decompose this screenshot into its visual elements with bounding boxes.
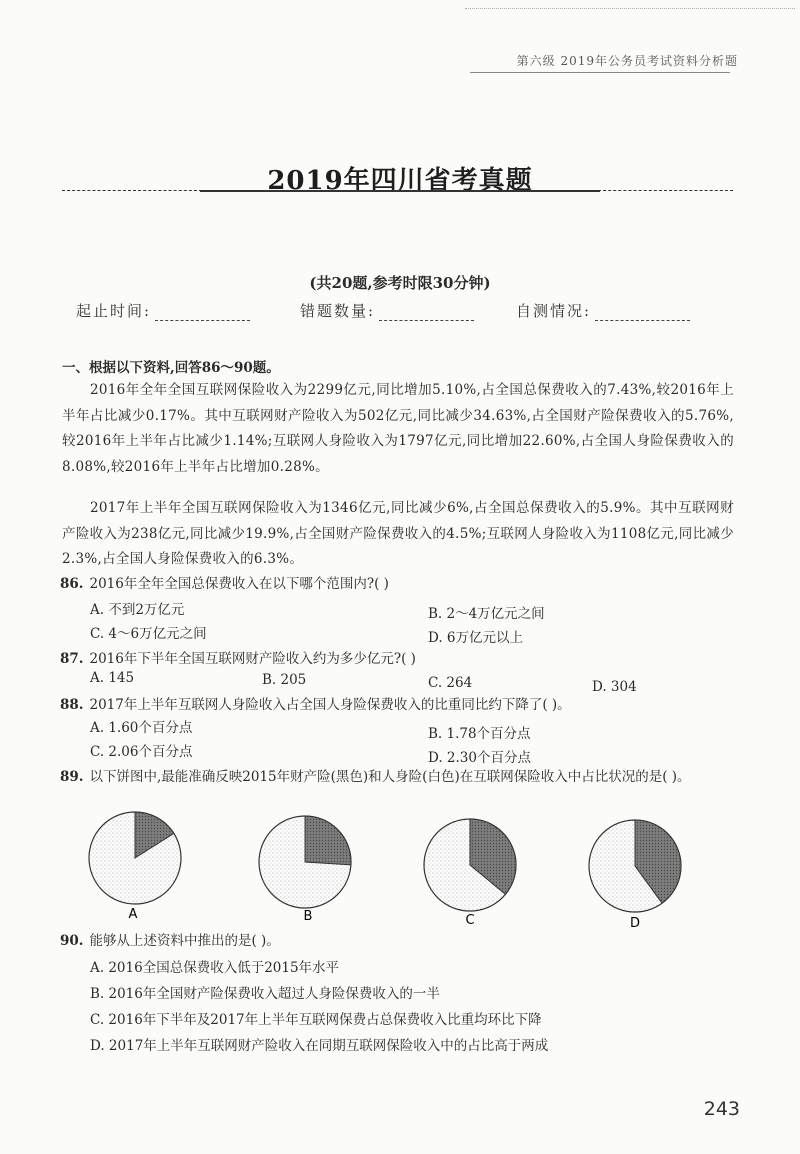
q90-option-b: B. 2016年全国财产险保费收入超过人身险保费收入的一半 xyxy=(90,986,440,1002)
page-number: 243 xyxy=(703,1098,740,1120)
q87-option-d: D. 304 xyxy=(592,679,637,695)
q86-option-d: D. 6万亿元以上 xyxy=(428,630,524,646)
title-rule-left xyxy=(62,190,202,191)
pie-option-a xyxy=(89,812,181,922)
q88-option-c: C. 2.06个百分点 xyxy=(90,744,193,760)
q87-option-b: B. 205 xyxy=(262,672,307,688)
q90-option-a: A. 2016全国总保费收入低于2015年水平 xyxy=(90,960,340,976)
pie-label: A xyxy=(128,907,138,922)
pie-label: C xyxy=(465,913,475,928)
q90-option-c: C. 2016年下半年及2017年上半年互联网保费占总保费收入比重均环比下降 xyxy=(90,1012,542,1028)
pie-charts xyxy=(60,800,740,935)
title-rule-right xyxy=(598,190,733,191)
question-89 xyxy=(60,766,725,788)
question-number: 86. xyxy=(60,576,84,592)
wrong-count-blank xyxy=(379,306,474,321)
pie-label: D xyxy=(629,916,641,931)
q88-option-b: B. 1.78个百分点 xyxy=(428,726,531,742)
question-number: 89. xyxy=(60,769,84,785)
running-header: 第六级 2019年公务员考试资料分析题 xyxy=(516,54,738,68)
q88-option-a: A. 1.60个百分点 xyxy=(90,720,193,736)
question-stem: 能够从上述资料中推出的是( )。 xyxy=(89,933,280,949)
question-number: 88. xyxy=(60,697,84,713)
question-87 xyxy=(60,648,740,670)
q88-option-d: D. 2.30个百分点 xyxy=(428,750,531,766)
question-number: 87. xyxy=(60,651,84,667)
q87-option-a: A. 145 xyxy=(90,670,135,686)
passage-paragraph-1: 2016年全年全国互联网保险收入为2299亿元,同比增加5.10%,占全国总保费收入的7.43%,较2016年上半年占比减少0.17%。其中互联网财产险收入为502亿元,同比减少34.63%,占全国财产险保费收入的5.76%,较2016年上半年占比减少1.14%;互联网人身险收入为1797亿元,同比增加22.60%,占全国人身险保费收入的8.08%,较2016年上半年占比增加0.28%。 xyxy=(62,382,734,475)
q87-option-c: C. 264 xyxy=(428,675,473,691)
start-time-label: 起止时间: xyxy=(76,302,152,320)
page-title: 2019年四川省考真题 xyxy=(267,166,533,196)
start-time-field xyxy=(76,300,250,321)
q86-option-c: C. 4～6万亿元之间 xyxy=(90,626,207,642)
pie-dark-slice xyxy=(305,816,351,865)
pie-option-d xyxy=(589,820,681,931)
passage-paragraph-2: 2017年上半年全国互联网保险收入为1346亿元,同比减少6%,占全国总保费收入的5.9%。其中互联网财产险收入为238亿元,同比减少19.9%,占全国财产险保费收入的4.5%;互联网人身险收入为1108亿元,同比减少2.3%,占全国人身险保费收入的6.3%。 xyxy=(62,500,734,567)
q86-option-a: A. 不到2万亿元 xyxy=(90,602,185,618)
question-stem: 2016年全年全国总保费收入在以下哪个范围内?( ) xyxy=(89,576,389,592)
pie-option-c xyxy=(424,819,516,928)
header-dotted-rule xyxy=(465,8,795,9)
self-test-field xyxy=(516,300,690,321)
wrong-count-label: 错题数量: xyxy=(300,302,376,320)
question-86 xyxy=(60,573,740,595)
self-test-label: 自测情况: xyxy=(516,302,592,320)
self-test-blank xyxy=(595,306,690,321)
question-stem: 2016年下半年全国互联网财产险收入约为多少亿元?( ) xyxy=(89,651,416,667)
question-88 xyxy=(60,694,740,716)
q86-option-b: B. 2～4万亿元之间 xyxy=(428,606,545,622)
pie-option-b xyxy=(259,816,351,924)
section-heading: 一、根据以下资料,回答86～90题。 xyxy=(62,360,280,376)
question-number: 90. xyxy=(60,933,84,949)
question-stem: 2017年上半年互联网人身险收入占全国人身险保费收入的比重同比约下降了( )。 xyxy=(89,697,571,713)
subtitle: (共20题,参考时限30分钟) xyxy=(309,274,491,292)
pie-label: B xyxy=(303,909,313,924)
question-stem: 以下饼图中,最能准确反映2015年财产险(黑色)和人身险(白色)在互联网保险收入中占比状况的是( )。 xyxy=(89,769,691,785)
title-rule-center xyxy=(200,190,600,192)
header-rule xyxy=(470,72,730,73)
question-90 xyxy=(60,930,740,952)
start-time-blank xyxy=(155,306,250,321)
wrong-count-field xyxy=(300,300,474,321)
q90-option-d: D. 2017年上半年互联网财产险收入在同期互联网保险收入中的占比高于两成 xyxy=(90,1038,549,1054)
